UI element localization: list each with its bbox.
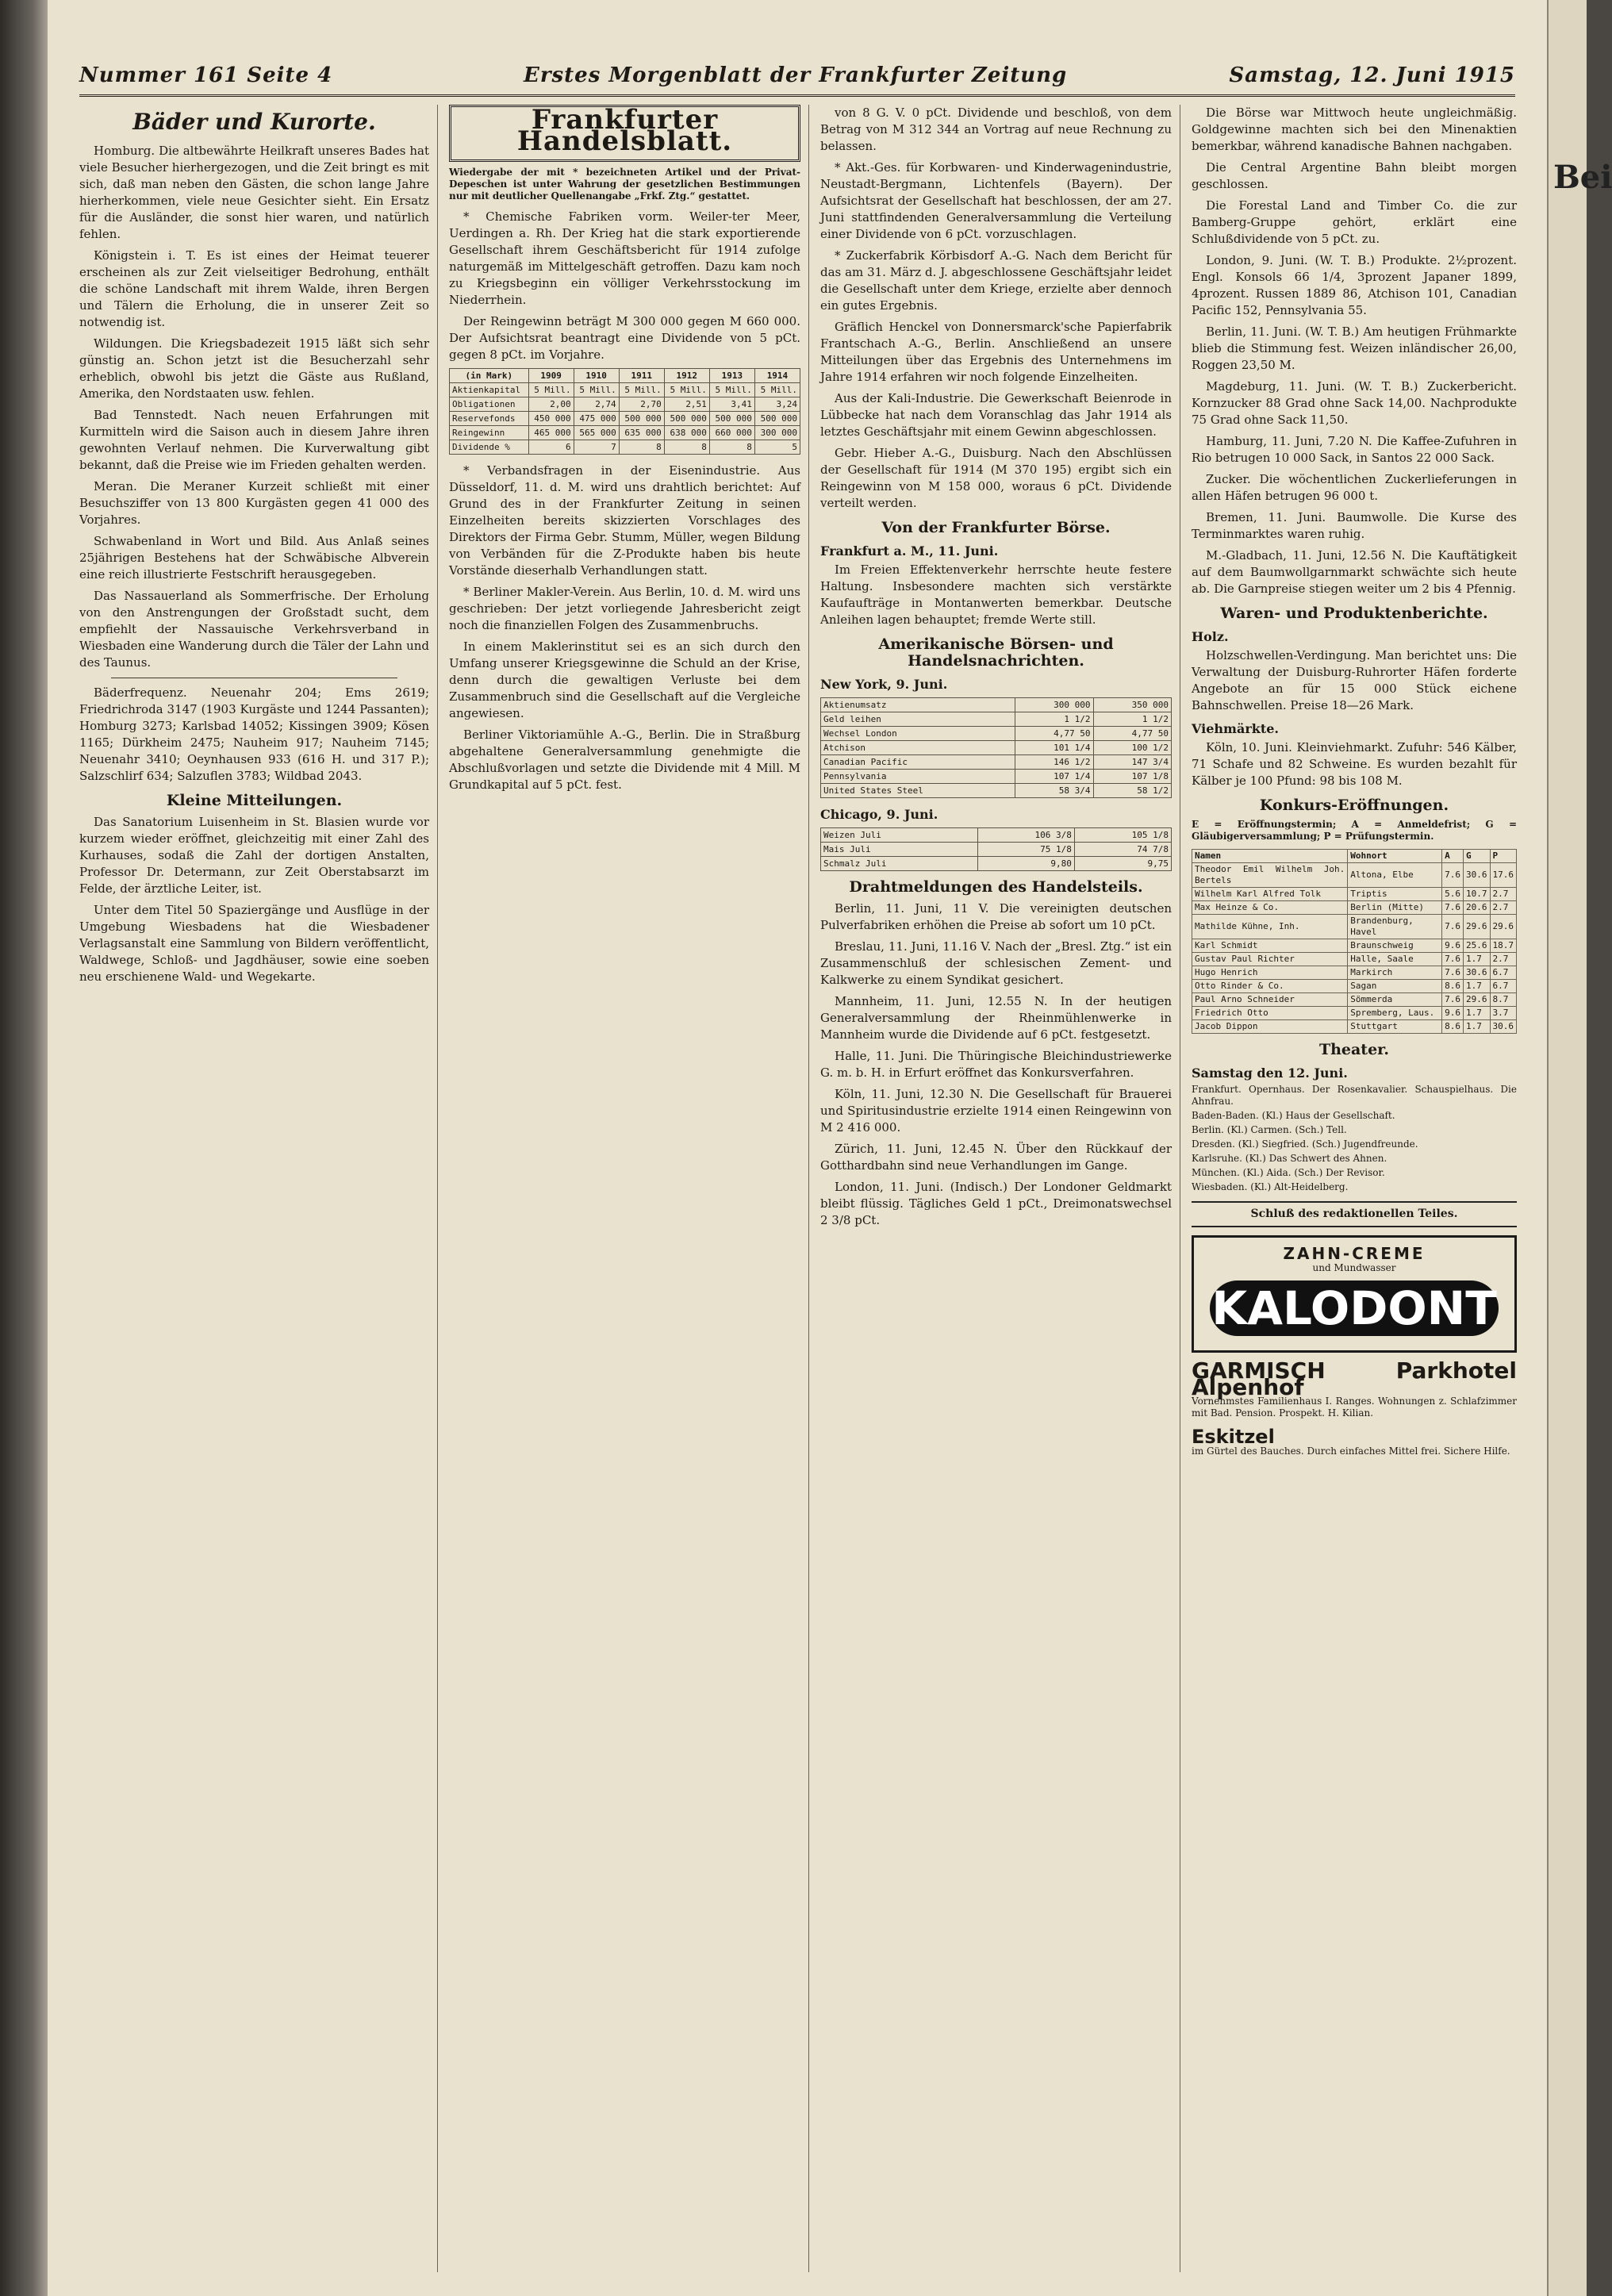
article-paragraph: London, 9. Juni. (W. T. B.) Produkte. 2½prozent. Engl. Konsols 66 1/4, 3prozent Japaner 1899, 4prozent. Russen 1889 86, Atchison 101, Canadian Pacific 152, Pennsylvania 55. — [1192, 253, 1517, 317]
table-cell: 7.6 — [1442, 915, 1464, 939]
table-cell: Altona, Elbe — [1348, 863, 1442, 888]
table-cell: 7.6 — [1442, 901, 1464, 915]
table-cell: 7.6 — [1442, 953, 1464, 966]
table-cell: 465 000 — [528, 426, 574, 440]
table-cell: 106 3/8 — [977, 828, 1074, 843]
article-paragraph: Halle, 11. Juni. Die Thüringische Bleichindustriewerke G. m. b. H. in Erfurt eröffnet das Konkursverfahren. — [820, 1049, 1172, 1080]
table-row — [1192, 953, 1517, 966]
article-paragraph: Unter dem Titel 50 Spaziergänge und Ausflüge in der Umgebung Wiesbadens hat die Wiesbadener Verlagsanstalt eine Sammlung von Bildern veröffentlicht, Waldwege, Schloß- und Jagdhäuser, sowie eine soeben neu erschienene Wald- und Wegekarte. — [79, 903, 429, 984]
table-header: Wohnort — [1348, 850, 1442, 863]
table-row — [821, 727, 1172, 741]
table-cell: Paul Arno Schneider — [1192, 993, 1348, 1007]
table-cell: 8 — [664, 440, 709, 455]
theater-entry: Karlsruhe. (Kl.) Das Schwert des Ahnen. — [1192, 1153, 1387, 1164]
section-title-baeder: Bäder und Kurorte. — [132, 109, 376, 135]
table-cell: 7.6 — [1442, 966, 1464, 980]
ad-zahncreme: ZAHN-CREME — [1283, 1244, 1426, 1263]
table-cell: Theodor Emil Wilhelm Joh. Bertels — [1192, 863, 1348, 888]
table-row — [1192, 863, 1517, 888]
table-cell: Karl Schmidt — [1192, 939, 1348, 953]
table-cell: Wilhelm Karl Alfred Tolk — [1192, 888, 1348, 901]
table-cell: Wechsel London — [821, 727, 1015, 741]
article-paragraph: Wildungen. Die Kriegsbadezeit 1915 läßt sich sehr günstig an. Schon jetzt ist die Besucherzahl sehr erheblich, obwohl bis jetzt die Gäste aus Rußland, Amerika, den Nordstaaten usw. fehlen. — [79, 336, 429, 401]
table-cell: 638 000 — [664, 426, 709, 440]
table-cell: 500 000 — [619, 412, 664, 426]
section-title-boerse: Von der Frankfurter Börse. — [881, 519, 1111, 536]
table-header: 1910 — [574, 369, 619, 383]
table-cell: Sagan — [1348, 980, 1442, 993]
ad-kalodont-logo: KALODONT — [1210, 1280, 1499, 1336]
ad-garmisch-sub: Vornehmstes Familienhaus I. Ranges. Wohnungen z. Schlafzimmer mit Bad. Pension. Prospekt. H. Kilian. — [1192, 1396, 1517, 1419]
table-cell: Obligationen — [450, 397, 529, 412]
table-cell: Pennsylvania — [821, 770, 1015, 784]
column-waren — [1192, 105, 1517, 2272]
masthead-title: Frankfurter Handelsblatt. — [516, 104, 733, 157]
article-paragraph: Bremen, 11. Juni. Baumwolle. Die Kurse des Terminmarktes waren ruhig. — [1192, 510, 1517, 541]
next-page-text: Bei — [1553, 159, 1612, 196]
table-cell: 350 000 — [1093, 698, 1171, 712]
table-cell: 2,51 — [664, 397, 709, 412]
table-cell: 2,74 — [574, 397, 619, 412]
table-cell: 146 1/2 — [1015, 755, 1093, 770]
table-cell: 7 — [574, 440, 619, 455]
table-cell: 5 Mill. — [574, 383, 619, 397]
section-title-amerika: Amerikanische Börsen- und Handelsnachrichten. — [878, 635, 1114, 670]
table-cell: 1.7 — [1464, 953, 1491, 966]
table-cell: 9.6 — [1442, 1007, 1464, 1020]
theater-date: Samstag den 12. Juni. — [1192, 1065, 1348, 1081]
table-cell: 8.7 — [1490, 993, 1517, 1007]
table-cell: 58 1/2 — [1093, 784, 1171, 798]
article-paragraph: Die Forestal Land and Timber Co. die zur Bamberg-Gruppe gehört, erklärt eine Schlußdividende von 5 pCt. zu. — [1192, 198, 1517, 246]
table-row — [1192, 888, 1517, 901]
ad-garmisch: GARMISCH Parkhotel Alpenhof — [1192, 1357, 1517, 1400]
table-cell: 5 Mill. — [528, 383, 574, 397]
table-header: G — [1464, 850, 1491, 863]
table-cell: 30.6 — [1490, 1020, 1517, 1034]
table-cell: 58 3/4 — [1015, 784, 1093, 798]
table-cell: 29.6 — [1490, 915, 1517, 939]
table-cell: Max Heinze & Co. — [1192, 901, 1348, 915]
table-cell: 3,41 — [709, 397, 754, 412]
table-cell: 20.6 — [1464, 901, 1491, 915]
article-paragraph: Die Central Argentine Bahn bleibt morgen geschlossen. — [1192, 160, 1517, 191]
table-cell: 5 Mill. — [754, 383, 800, 397]
table-row — [1192, 939, 1517, 953]
table-cell: Reingewinn — [450, 426, 529, 440]
newspaper-page — [48, 0, 1547, 2296]
table-row — [450, 440, 800, 455]
table-cell: Schmalz Juli — [821, 857, 978, 871]
table-cell: Aktienkapital — [450, 383, 529, 397]
table-cell: 29.6 — [1464, 993, 1491, 1007]
theater-entry: Wiesbaden. (Kl.) Alt-Heidelberg. — [1192, 1181, 1349, 1192]
table-cell: 450 000 — [528, 412, 574, 426]
table-header: P — [1490, 850, 1517, 863]
table-cell: 5 — [754, 440, 800, 455]
ad-eskitzel: Eskitzel — [1192, 1426, 1275, 1448]
new-york-table — [820, 697, 1172, 798]
table-cell: 30.6 — [1464, 966, 1491, 980]
konkurs-legend: E = Eröffnungstermin; A = Anmeldefrist; G = Gläubigerversammlung; P = Prüfungstermin. — [1192, 819, 1517, 842]
chicago-dateline: Chicago, 9. Juni. — [820, 807, 938, 822]
table-cell: 5 Mill. — [619, 383, 664, 397]
table-row — [450, 397, 800, 412]
table-cell: Reservefonds — [450, 412, 529, 426]
article-paragraph: Berliner Viktoriamühle A.-G., Berlin. Die in Straßburg abgehaltene Generalversammlung genehmigte die Abschlußvorlagen und setzte die Dividende mit 4 Mill. M Grundkapital auf 5 pCt. fest. — [449, 728, 800, 792]
article-paragraph: Gräflich Henckel von Donnersmarck'sche Papierfabrik Frantschach A.-G., Berlin. Anschließend an unsere Mitteilungen über das Ergebnis des Unternehmens im Jahre 1914 erfahren wir noch folgende Einzelheiten. — [820, 320, 1172, 384]
table-cell: Otto Rinder & Co. — [1192, 980, 1348, 993]
table-header: A — [1442, 850, 1464, 863]
table-row — [1192, 901, 1517, 915]
table-header: 1913 — [709, 369, 754, 383]
next-page-edge — [1547, 0, 1612, 2296]
table-cell: 2.7 — [1490, 901, 1517, 915]
table-cell: 300 000 — [754, 426, 800, 440]
table-row — [450, 412, 800, 426]
theater-entry: München. (Kl.) Aida. (Sch.) Der Revisor. — [1192, 1167, 1385, 1178]
table-cell: 100 1/2 — [1093, 741, 1171, 755]
table-cell: 3,24 — [754, 397, 800, 412]
reprint-notice: Wiedergabe der mit * bezeichneten Artikel und der Privat-Depeschen ist unter Wahrung der gesetzlichen Bestimmungen nur mit deutlicher Quellenangabe „Frkf. Ztg.“ gestattet. — [449, 167, 800, 202]
ad-eskitzel-sub: im Gürtel des Bauches. Durch einfaches Mittel frei. Sichere Hilfe. — [1192, 1446, 1510, 1457]
table-cell: Atchison — [821, 741, 1015, 755]
article-paragraph: Mannheim, 11. Juni, 12.55 N. In der heutigen Generalversammlung der Rheinmühlenwerke in Mannheim wurde die Dividende auf 6 pCt. festgesetzt. — [820, 994, 1172, 1042]
table-header: 1909 — [528, 369, 574, 383]
table-row — [1192, 980, 1517, 993]
table-cell: 500 000 — [709, 412, 754, 426]
table-cell: 1 1/2 — [1015, 712, 1093, 727]
section-title-theater: Theater. — [1318, 1041, 1390, 1058]
table-cell: 25.6 — [1464, 939, 1491, 953]
article-paragraph: * Akt.-Ges. für Korbwaren- und Kinderwagenindustrie, Neustadt-Bergmann, Lichtenfels (Bayern). Der Aufsichtsrat der Gesellschaft hat beschlossen, der am 27. Juni stattfindenden Generalversammlung die Verteilung einer Dividende von 6 pCt. vorzuschlagen. — [820, 160, 1172, 241]
article-paragraph: Meran. Die Meraner Kurzeit schließt mit einer Besuchsziffer von 13 800 Kurgästen gegen 41 000 des Vorjahres. — [79, 479, 429, 527]
article-paragraph: Der Reingewinn beträgt M 300 000 gegen M 660 000. Der Aufsichtsrat beantragt eine Dividende von 5 pCt. gegen 8 pCt. im Vorjahre. — [449, 314, 800, 362]
table-header-row — [450, 369, 800, 383]
table-row — [821, 698, 1172, 712]
table-cell: 500 000 — [664, 412, 709, 426]
table-row — [821, 828, 1172, 843]
table-cell: 1.7 — [1464, 1020, 1491, 1034]
ny-dateline: New York, 9. Juni. — [820, 677, 948, 692]
table-cell: Mais Juli — [821, 843, 978, 857]
table-cell: 7.6 — [1442, 863, 1464, 888]
section-title-kleine: Kleine Mitteilungen. — [166, 792, 343, 809]
subsection-holz: Holz. — [1192, 629, 1229, 644]
table-cell: 8.6 — [1442, 1020, 1464, 1034]
table-cell: Braunschweig — [1348, 939, 1442, 953]
table-cell: 6 — [528, 440, 574, 455]
balance-table — [449, 368, 800, 455]
table-cell: 2,00 — [528, 397, 574, 412]
table-cell: 18.7 — [1490, 939, 1517, 953]
table-row — [450, 383, 800, 397]
table-cell: 2.7 — [1490, 888, 1517, 901]
table-cell: Stuttgart — [1348, 1020, 1442, 1034]
table-cell: 4,77 50 — [1015, 727, 1093, 741]
article-paragraph: Schwabenland in Wort und Bild. Aus Anlaß seines 25jährigen Bestehens hat der Schwäbische Albverein eine reich illustrierte Festschrift herausgegeben. — [79, 534, 429, 582]
table-cell: Mathilde Kühne, Inh. — [1192, 915, 1348, 939]
table-cell: Brandenburg, Havel — [1348, 915, 1442, 939]
table-cell: 5 Mill. — [709, 383, 754, 397]
table-header: Namen — [1192, 850, 1348, 863]
table-cell: 107 1/8 — [1093, 770, 1171, 784]
table-cell: 9,80 — [977, 857, 1074, 871]
column-handelsblatt — [449, 105, 809, 2272]
book-binding — [0, 0, 48, 2296]
table-cell: 300 000 — [1015, 698, 1093, 712]
article-paragraph: von 8 G. V. 0 pCt. Dividende und beschloß, von dem Betrag von M 312 344 an Vortrag auf neue Rechnung zu belassen. — [820, 106, 1172, 153]
table-cell: 74 7/8 — [1074, 843, 1171, 857]
section-title-waren: Waren- und Produktenberichte. — [1220, 605, 1488, 622]
article-paragraph: Holzschwellen-Verdingung. Man berichtet uns: Die Verwaltung der Duisburg-Ruhrorter Häfen forderte Angebote an für 15 000 Stück eichene Bahnschwellen. Preise 18—26 Mark. — [1192, 648, 1517, 712]
article-paragraph: Gebr. Hieber A.-G., Duisburg. Nach den Abschlüssen der Gesellschaft für 1914 (M 370 195) ergibt sich ein Reingewinn von M 158 000, woraus 6 pCt. Dividende verteilt werden. — [820, 446, 1172, 510]
table-cell: 2.7 — [1490, 953, 1517, 966]
table-cell: Hugo Henrich — [1192, 966, 1348, 980]
table-row — [1192, 915, 1517, 939]
table-cell: 17.6 — [1490, 863, 1517, 888]
table-cell: Markirch — [1348, 966, 1442, 980]
table-cell: Berlin (Mitte) — [1348, 901, 1442, 915]
table-header: 1912 — [664, 369, 709, 383]
table-header: (in Mark) — [450, 369, 529, 383]
theater-list — [1192, 1084, 1517, 1193]
section-title-drahtmeldungen: Drahtmeldungen des Handelsteils. — [849, 878, 1143, 896]
table-header: 1911 — [619, 369, 664, 383]
article-paragraph: Berlin, 11. Juni. (W. T. B.) Am heutigen Frühmarkte blieb die Stimmung fest. Weizen inländischer 26,00, Roggen 23,50 M. — [1192, 324, 1517, 372]
header-center: Erstes Morgenblatt der Frankfurter Zeitung — [524, 63, 1068, 87]
table-cell: 660 000 — [709, 426, 754, 440]
column-boerse — [820, 105, 1180, 2272]
table-row — [1192, 966, 1517, 980]
table-cell: 2,70 — [619, 397, 664, 412]
article-paragraph: Magdeburg, 11. Juni. (W. T. B.) Zuckerbericht. Kornzucker 88 Grad ohne Sack 14,00. Nachprodukte 75 Grad ohne Sack 11,50. — [1192, 379, 1517, 427]
table-cell: Canadian Pacific — [821, 755, 1015, 770]
article-paragraph: In einem Maklerinstitut sei es an sich durch den Umfang unserer Kriegsgewinne die Schuld an der Krise, denn durch die gewaltigen Verluste bei dem Zusammenbruch sind die Gesellschaft auf die Vergleiche angewiesen. — [449, 639, 800, 720]
table-cell: 1.7 — [1464, 980, 1491, 993]
page-header — [79, 63, 1515, 97]
article-paragraph: * Berliner Makler-Verein. Aus Berlin, 10. d. M. wird uns geschrieben: Der jetzt vorliegende Jahresbericht zeigt noch die finanziellen Folgen des Zusammenbruchs. — [449, 585, 800, 632]
theater-entry: Baden-Baden. (Kl.) Haus der Gesellschaft. — [1192, 1110, 1395, 1121]
table-cell: 8 — [709, 440, 754, 455]
table-cell: Halle, Saale — [1348, 953, 1442, 966]
article-paragraph: Hamburg, 11. Juni, 7.20 N. Die Kaffee-Zufuhren in Rio betrugen 10 000 Sack, in Santos 22 000 Sack. — [1192, 434, 1517, 465]
article-paragraph: Das Nassauerland als Sommerfrische. Der Erholung von den Anstrengungen der Großstadt sucht, dem empfiehlt der Nassauische Verkehrsverband in Wiesbaden eine Wanderung durch die Täler der Lahn und des Taunus. — [79, 589, 429, 670]
article-paragraph: * Chemische Fabriken vorm. Weiler-ter Meer, Uerdingen a. Rh. Der Krieg hat die stark exportierende Gesellschaft ihrem Geschäftsbericht für 1914 zufolge naturgemäß im Mittelgeschäft getroffen. Dazu kam noch zu Kriegsbeginn ein völliger Verkehrsstockung im Niederrhein. — [449, 209, 800, 307]
table-row — [821, 755, 1172, 770]
handelsblatt-masthead — [449, 105, 800, 162]
table-cell: Friedrich Otto — [1192, 1007, 1348, 1020]
table-cell: 9,75 — [1074, 857, 1171, 871]
table-header-row — [1192, 850, 1517, 863]
table-cell: 8.6 — [1442, 980, 1464, 993]
editorial-end-notice: Schluß des redaktionellen Teiles. — [1192, 1201, 1517, 1227]
table-cell: Sömmerda — [1348, 993, 1442, 1007]
table-row — [1192, 1007, 1517, 1020]
article-paragraph: Zürich, 11. Juni, 12.45 N. Über den Rückkauf der Gotthardbahn sind neue Verhandlungen im Gange. — [820, 1142, 1172, 1173]
boerse-dateline: Frankfurt a. M., 11. Juni. — [820, 543, 999, 559]
table-cell: 1.7 — [1464, 1007, 1491, 1020]
table-row — [450, 426, 800, 440]
ad-mundwasser: und Mundwasser — [1312, 1262, 1396, 1273]
table-cell: 500 000 — [754, 412, 800, 426]
table-cell: 565 000 — [574, 426, 619, 440]
article-paragraph: Köln, 10. Juni. Kleinviehmarkt. Zufuhr: 546 Kälber, 71 Schafe und 82 Schweine. Es wurden bezahlt für Kälber je 100 Pfund: 98 bis 108 M. — [1192, 740, 1517, 788]
table-cell: 4,77 50 — [1093, 727, 1171, 741]
article-paragraph: Königstein i. T. Es ist eines der Heimat teuerer erscheinen als zur Zeit vielseitiger Bedrohung, enthält die schöne Landschaft mit ihrem Walde, ihren Bergen und Tälern die Erholung, die in unserer Zeit so notwendig ist. — [79, 248, 429, 329]
article-paragraph: Breslau, 11. Juni, 11.16 V. Nach der „Bresl. Ztg.“ ist ein Zusammenschluß der schlesischen Zement- und Kalkwerke zu einem Syndikat gesichert. — [820, 939, 1172, 987]
table-cell: 107 1/4 — [1015, 770, 1093, 784]
header-left: Nummer 161 Seite 4 — [79, 63, 333, 87]
table-row — [821, 712, 1172, 727]
article-paragraph: Bad Tennstedt. Nach neuen Erfahrungen mit Kurmitteln wird die Saison auch in diesem Jahre ihren gewohnten Verlauf nehmen. Die Kurverwaltung gibt bekannt, daß die Preise wie im Frieden gehalten werden. — [79, 408, 429, 472]
table-cell: 475 000 — [574, 412, 619, 426]
table-cell: Spremberg, Laus. — [1348, 1007, 1442, 1020]
table-cell: Triptis — [1348, 888, 1442, 901]
table-header: 1914 — [754, 369, 800, 383]
table-cell: Jacob Dippon — [1192, 1020, 1348, 1034]
table-cell: Aktienumsatz — [821, 698, 1015, 712]
article-paragraph: Zucker. Die wöchentlichen Zuckerlieferungen in allen Häfen betrugen 96 000 t. — [1192, 472, 1517, 503]
table-row — [821, 741, 1172, 755]
table-cell: 6.7 — [1490, 966, 1517, 980]
table-cell: Dividende % — [450, 440, 529, 455]
subsection-vieh: Viehmärkte. — [1192, 721, 1279, 736]
table-cell: 105 1/8 — [1074, 828, 1171, 843]
table-cell: 6.7 — [1490, 980, 1517, 993]
table-cell: 5.6 — [1442, 888, 1464, 901]
table-cell: 147 3/4 — [1093, 755, 1171, 770]
table-cell: Gustav Paul Richter — [1192, 953, 1348, 966]
table-cell: 9.6 — [1442, 939, 1464, 953]
table-cell: 75 1/8 — [977, 843, 1074, 857]
table-cell: Weizen Juli — [821, 828, 978, 843]
table-cell: 7.6 — [1442, 993, 1464, 1007]
table-cell: Geld leihen — [821, 712, 1015, 727]
table-row — [821, 857, 1172, 871]
table-cell: 30.6 — [1464, 863, 1491, 888]
article-paragraph: M.-Gladbach, 11. Juni, 12.56 N. Die Kauftätigkeit auf dem Baumwollgarnmarkt schwächte sich heute ab. Die Garnpreise stiegen weiter um 2 bis 4 Pfennig. — [1192, 548, 1517, 596]
table-cell: 5 Mill. — [664, 383, 709, 397]
article-paragraph: Das Sanatorium Luisenheim in St. Blasien wurde vor kurzem wieder eröffnet, gleichzeitig mit einer Zahl des Kurhauses, sodaß die Zahl der dortigen Anstalten, Professor Dr. Determann, zur Zeit Oberstabsarzt im Felde, der ärztliche Leiter, ist. — [79, 815, 429, 896]
theater-entry: Frankfurt. Opernhaus. Der Rosenkavalier. Schauspielhaus. Die Ahnfrau. — [1192, 1084, 1517, 1107]
article-paragraph: * Zuckerfabrik Körbisdorf A.-G. Nach dem Bericht für das am 31. März d. J. abgeschlossene Geschäftsjahr leidet die Gesellschaft unter dem Kriege, erzielte aber dennoch ein gutes Ergebnis. — [820, 248, 1172, 313]
theater-entry: Dresden. (Kl.) Siegfried. (Sch.) Jugendfreunde. — [1192, 1138, 1418, 1150]
article-paragraph: Im Freien Effektenverkehr herrschte heute festere Haltung. Insbesondere machten sich verstärkte Kaufaufträge in Montanwerten bemerkbar. Deutsche Anleihen lagen behauptet; fremde Werte still. — [820, 562, 1172, 627]
article-paragraph: Homburg. Die altbewährte Heilkraft unseres Bades hat viele Besucher hierhergezogen, und die Zeit bringt es mit sich, daß man neben den Gästen, die schon lange Jahre hierherkommen, viele neue Gesichter sieht. Ein Ersatz für die Ausländer, die sonst hier waren, und natürlich fehlen. — [79, 144, 429, 241]
section-title-konkurs: Konkurs-Eröffnungen. — [1259, 797, 1449, 814]
table-cell: 3.7 — [1490, 1007, 1517, 1020]
table-row — [821, 770, 1172, 784]
article-paragraph: Die Börse war Mittwoch heute ungleichmäßig. Goldgewinne machten sich bei den Minenaktien bemerkbar, während kanadische Bahnen nachgaben. — [1192, 106, 1517, 153]
article-paragraph: * Verbandsfragen in der Eisenindustrie. Aus Düsseldorf, 11. d. M. wird uns drahtlich berichtet: Auf Grund des in der Frankfurter Zeitung in seinen Einzelheiten bereits skizzierten Vorschlages des Direktors der Firma Gebr. Stumm, Müller, wegen Bildung von Verbänden für die Z-Produkte haben bis heute Vorstände dieserhalb Verhandlungen statt. — [449, 463, 800, 578]
table-cell: 1 1/2 — [1093, 712, 1171, 727]
table-cell: 29.6 — [1464, 915, 1491, 939]
table-cell: 10.7 — [1464, 888, 1491, 901]
column-baeder — [79, 105, 438, 2272]
kalodont-advertisement — [1192, 1235, 1517, 1353]
table-cell: United States Steel — [821, 784, 1015, 798]
header-right: Samstag, 12. Juni 1915 — [1229, 63, 1515, 87]
table-cell: 635 000 — [619, 426, 664, 440]
table-row — [821, 843, 1172, 857]
table-row — [821, 784, 1172, 798]
article-paragraph: London, 11. Juni. (Indisch.) Der Londoner Geldmarkt bleibt flüssig. Tägliches Geld 1 pCt., Dreimonatswechsel 2 3/8 pCt. — [820, 1180, 1172, 1227]
theater-entry: Berlin. (Kl.) Carmen. (Sch.) Tell. — [1192, 1124, 1347, 1135]
table-cell: 8 — [619, 440, 664, 455]
table-row — [1192, 993, 1517, 1007]
konkurs-table — [1192, 849, 1517, 1034]
article-paragraph: Köln, 11. Juni, 12.30 N. Die Gesellschaft für Brauerei und Spiritusindustrie erzielte 1914 einen Reingewinn von M 2 416 000. — [820, 1087, 1172, 1135]
table-cell: 101 1/4 — [1015, 741, 1093, 755]
chicago-table — [820, 827, 1172, 871]
article-paragraph: Aus der Kali-Industrie. Die Gewerkschaft Beienrode in Lübbecke hat nach dem Voranschlag das Jahr 1914 als letztes Geschäftsjahr mit einem Gewinn abgeschlossen. — [820, 391, 1172, 439]
table-row — [1192, 1020, 1517, 1034]
article-paragraph: Bäderfrequenz. Neuenahr 204; Ems 2619; Friedrichroda 3147 (1903 Kurgäste und 1244 Passanten); Homburg 3273; Karlsbad 14052; Kissingen 3909; Kösen 1165; Dürkheim 2475; Nauheim 917; Nauheim 7145; Neuenahr 3410; Oeynhausen 933 (616 H. und 317 P.); Salzschlirf 634; Salzuflen 3783; Wildbad 2043. — [79, 685, 429, 783]
article-paragraph: Berlin, 11. Juni, 11 V. Die vereinigten deutschen Pulverfabriken erhöhen die Preise ab sofort um 10 pCt. — [820, 901, 1172, 932]
